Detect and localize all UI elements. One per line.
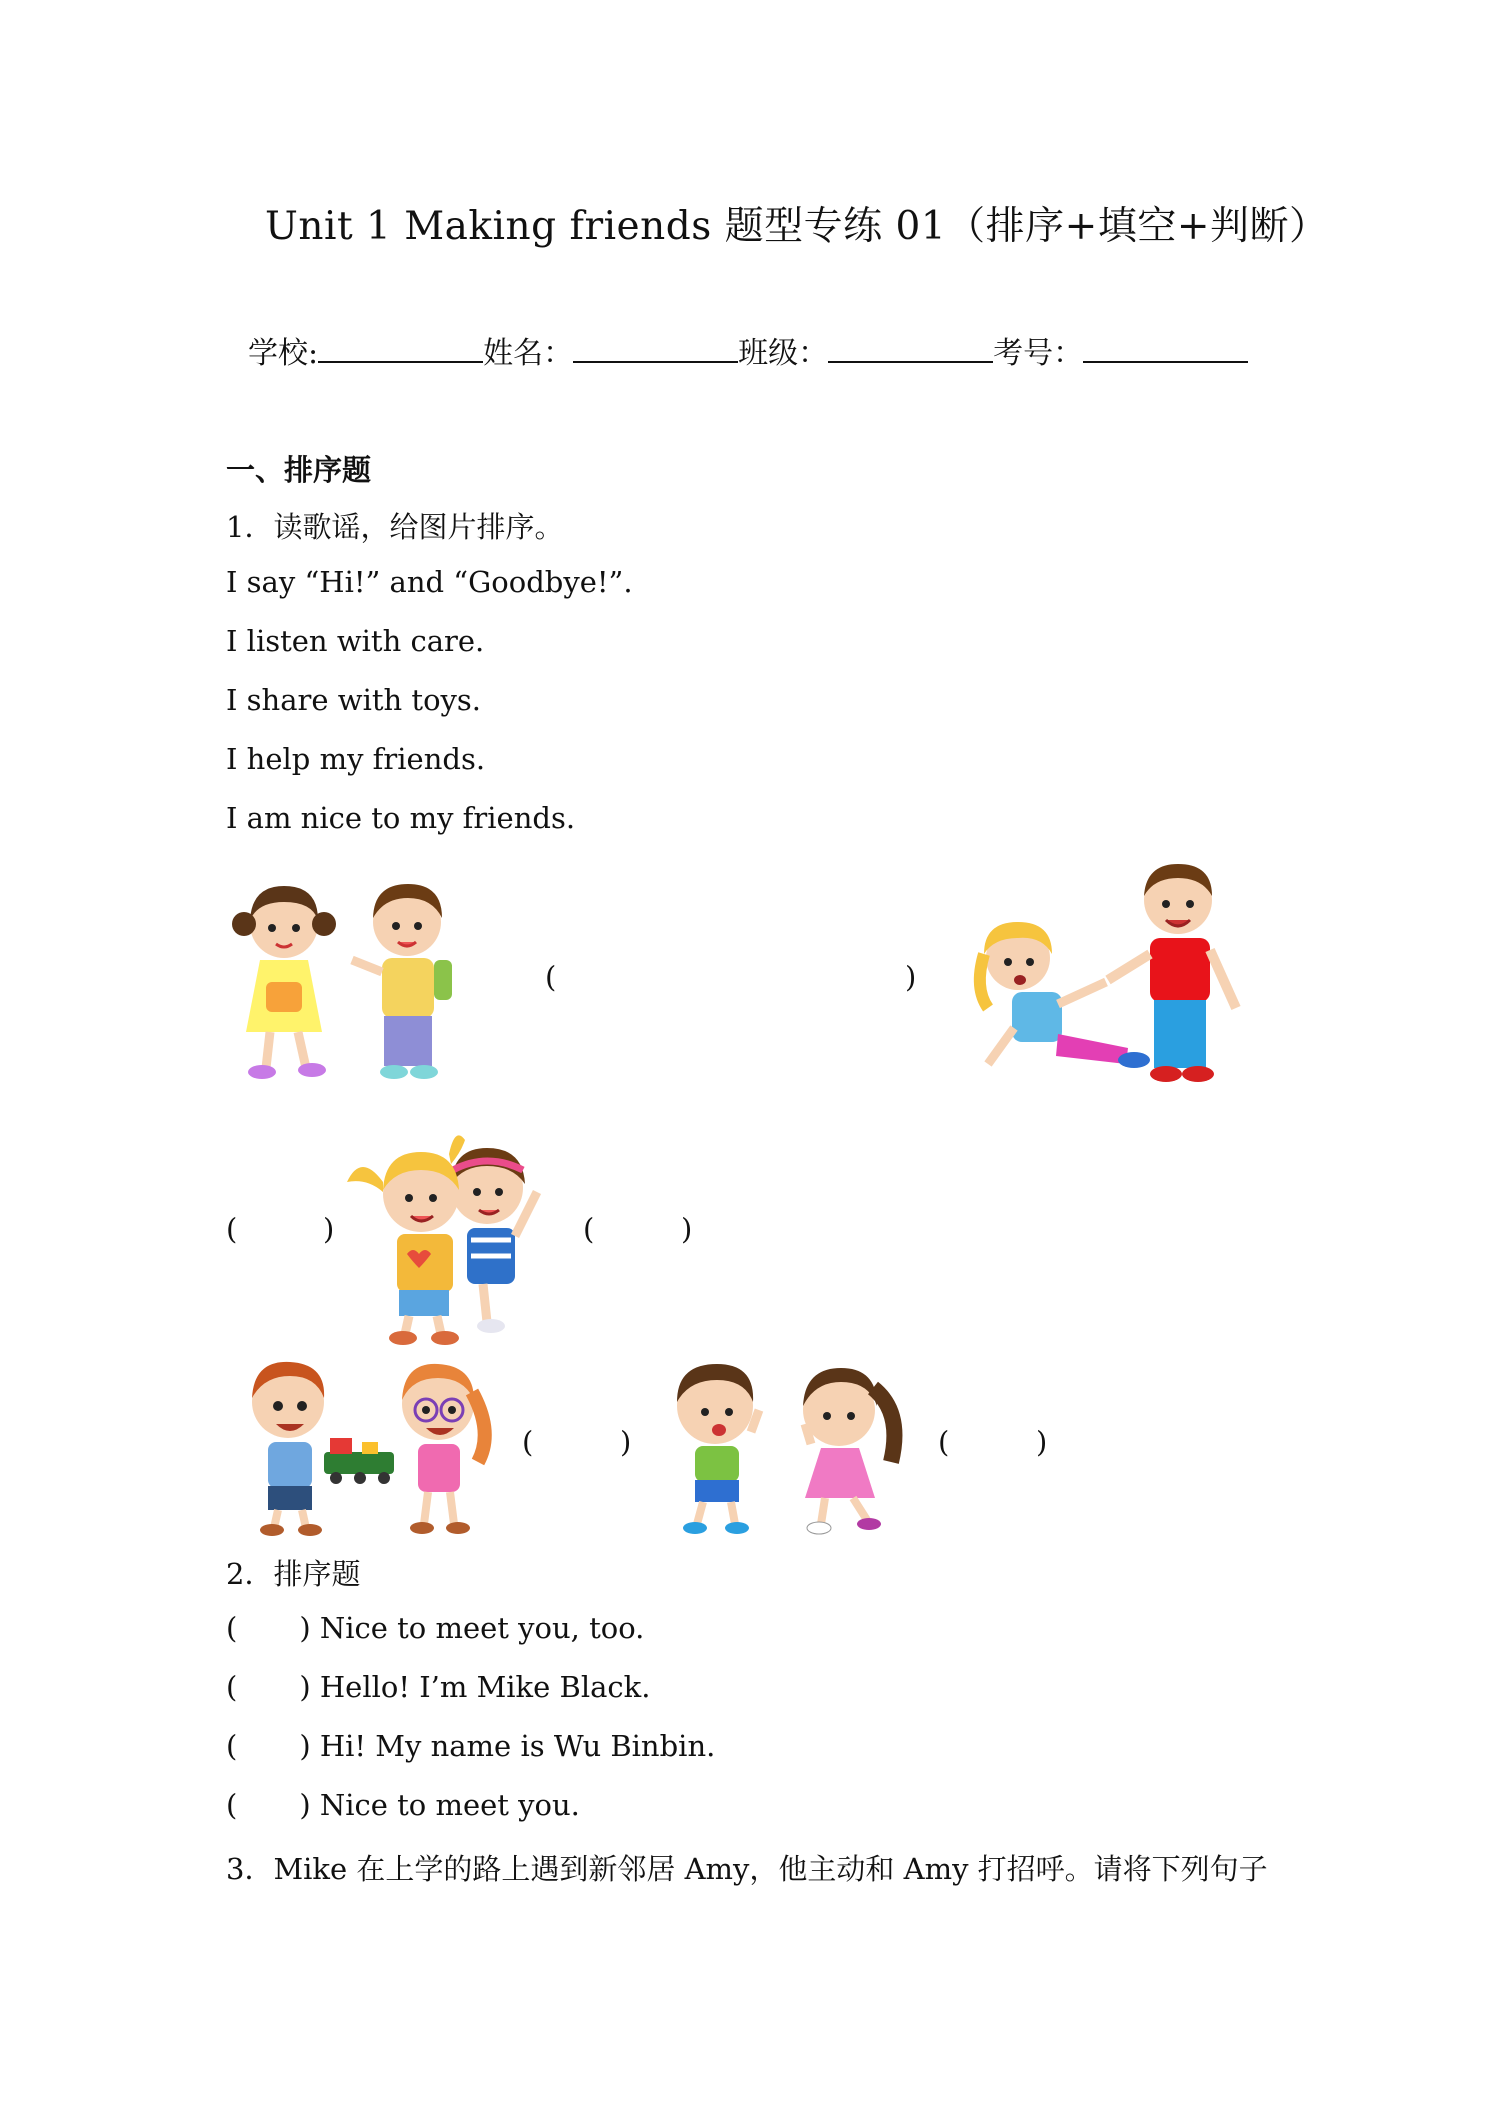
school-blank[interactable]	[318, 335, 483, 363]
class-label: 班级：	[738, 336, 829, 371]
answer-close-paren: )	[620, 1425, 632, 1459]
name-blank[interactable]	[573, 335, 738, 363]
answer-close-paren: )	[905, 960, 917, 994]
girls-hugging-picture	[337, 1112, 567, 1347]
answer-open-paren: (	[226, 1788, 238, 1822]
kids-greeting-picture	[222, 872, 492, 1087]
answer-close-paren: )	[1036, 1425, 1048, 1459]
question-1-prompt: 1．读歌谣，给图片排序。	[226, 510, 564, 544]
answer-open-paren: (	[226, 1611, 238, 1645]
exam-number-blank[interactable]	[1083, 335, 1248, 363]
chant-line: I share with toys.	[226, 683, 482, 717]
ordering-item-text: ) Nice to meet you, too.	[299, 1611, 645, 1645]
section-heading: 一、排序题	[226, 453, 372, 487]
kids-sharing-toy-picture	[232, 1352, 502, 1537]
exam-number-label: 考号：	[993, 336, 1084, 371]
answer-open-paren: (	[226, 1212, 238, 1246]
ordering-item-text: ) Nice to meet you.	[299, 1788, 580, 1822]
answer-close-paren: )	[323, 1212, 335, 1246]
chant-line: I help my friends.	[226, 742, 486, 776]
chant-line: I am nice to my friends.	[226, 801, 576, 835]
ordering-item	[226, 1729, 715, 1763]
question-3-prompt: 3．Mike 在上学的路上遇到新邻居 Amy，他主动和 Amy 打招呼。请将下列句子	[226, 1852, 1268, 1886]
answer-open-paren: (	[522, 1425, 534, 1459]
answer-open-paren: (	[226, 1670, 238, 1704]
answer-open-paren: (	[226, 1729, 238, 1763]
ordering-item	[226, 1670, 650, 1704]
ordering-item	[226, 1611, 644, 1645]
answer-close-paren: )	[681, 1212, 693, 1246]
boy-helping-girl-picture	[958, 858, 1258, 1090]
ordering-item-text: ) Hello! I’m Mike Black.	[299, 1670, 651, 1704]
ordering-item-text: ) Hi! My name is Wu Binbin.	[299, 1729, 716, 1763]
chant-line: I say “Hi!” and “Goodbye!”.	[226, 565, 633, 599]
question-2-prompt: 2．排序题	[226, 1557, 361, 1591]
kids-whispering-picture	[655, 1352, 920, 1537]
school-label: 学校:	[248, 336, 319, 371]
answer-open-paren: (	[545, 960, 557, 994]
name-label: 姓名：	[483, 336, 574, 371]
page-title: Unit 1 Making friends 题型专练 01（排序+填空+判断）	[265, 204, 1329, 249]
answer-open-paren: (	[938, 1425, 950, 1459]
class-blank[interactable]	[828, 335, 993, 363]
chant-line: I listen with care.	[226, 624, 485, 658]
answer-open-paren: (	[583, 1212, 595, 1246]
info-line	[248, 328, 1248, 372]
ordering-item	[226, 1788, 580, 1822]
